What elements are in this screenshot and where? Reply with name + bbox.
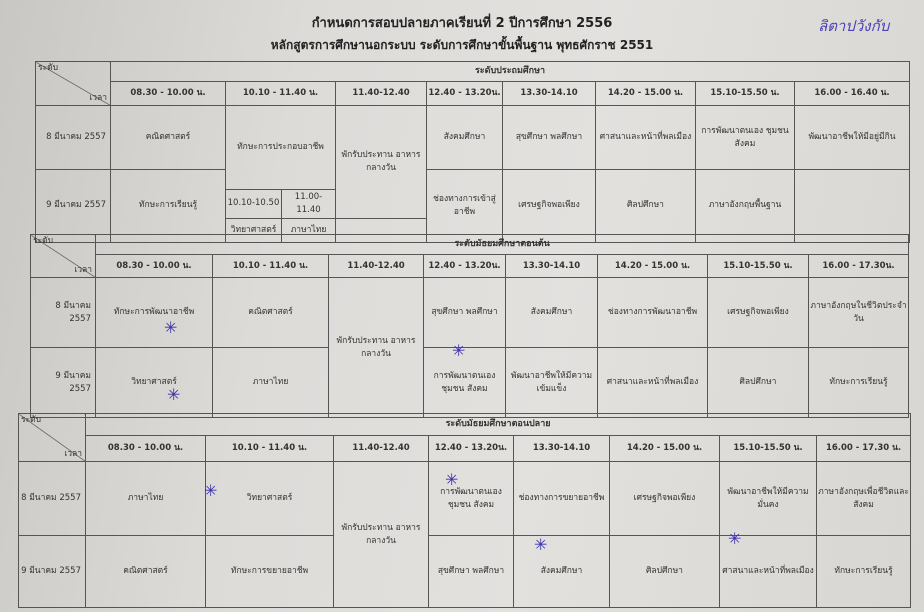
time-header: 14.20 - 15.00 น. xyxy=(610,436,720,462)
subject-cell: พัฒนาอาชีพให้มีความมั่นคง xyxy=(720,462,817,536)
asterisk-mark-icon: ✳ xyxy=(164,318,178,337)
time-header: 10.10 - 11.40 น. xyxy=(206,436,334,462)
subject-cell: ทักษะการเรียนรู้ xyxy=(809,348,909,418)
date-cell: 8 มีนาคม 2557 xyxy=(36,106,111,170)
subject-cell: ภาษาอังกฤษเพื่อชีวิตและสังคม xyxy=(817,462,911,536)
time-header: 11.40-12.40 xyxy=(334,436,429,462)
time-header: 16.00 - 17.30น. xyxy=(809,255,909,278)
time-header: 14.20 - 15.00 น. xyxy=(596,82,696,106)
time-header: 10.10 - 11.40 น. xyxy=(213,255,329,278)
date-cell: 9 มีนาคม 2557 xyxy=(19,536,86,608)
asterisk-mark-icon: ✳ xyxy=(204,481,218,500)
time-header: 12.40 - 13.20น. xyxy=(429,436,514,462)
subject-cell: ศาสนาและหน้าที่พลเมือง xyxy=(720,536,817,608)
subject-cell: ทักษะการเรียนรู้ xyxy=(817,536,911,608)
lunch-cell: พักรับประทาน อาหารกลางวัน xyxy=(336,106,427,219)
subject-cell: ศิลปศึกษา xyxy=(708,348,809,418)
subject-cell: คณิตศาสตร์ xyxy=(111,106,226,170)
time-header: 12.40 - 13.20น. xyxy=(424,255,506,278)
schedule-table-lower-secondary xyxy=(30,234,909,418)
subject-cell: เศรษฐกิจพอเพียง xyxy=(503,170,596,243)
corner-cell: ระดับ เวลา xyxy=(31,235,96,278)
asterisk-mark-icon: ✳ xyxy=(728,529,742,548)
date-cell: 8 มีนาคม 2557 xyxy=(31,278,96,348)
time-header: 13.30-14.10 xyxy=(514,436,610,462)
asterisk-mark-icon: ✳ xyxy=(167,385,181,404)
date-cell: 8 มีนาคม 2557 xyxy=(19,462,86,536)
subject-cell: ภาษาไทย xyxy=(86,462,206,536)
subject-cell: ภาษาอังกฤษในชีวิตประจำวัน xyxy=(809,278,909,348)
split-time: 11.00-11.40 xyxy=(282,190,336,219)
time-header: 15.10-15.50 น. xyxy=(708,255,809,278)
page-subtitle: หลักสูตรการศึกษานอกระบบ ระดับการศึกษาขั้นพื้นฐาน พุทธศักราช 2551 xyxy=(270,38,654,52)
subject-cell: ศิลปศึกษา xyxy=(596,170,696,243)
subject-cell: วิทยาศาสตร์ xyxy=(206,462,334,536)
split-time: 10.10-10.50 xyxy=(226,190,282,219)
asterisk-mark-icon: ✳ xyxy=(445,470,459,489)
lunch-cell: พักรับประทาน อาหารกลางวัน xyxy=(329,278,424,418)
subject-cell: การพัฒนาตนเอง ชุมชน สังคม xyxy=(424,348,506,418)
subject-cell: ช่องทางการเข้าสู่อาชีพ xyxy=(427,170,503,243)
subject-cell: พัฒนาอาชีพให้มีความเข้มแข็ง xyxy=(506,348,598,418)
subject-cell: ทักษะการเรียนรู้ xyxy=(111,170,226,243)
schedule-table-primary xyxy=(35,61,910,243)
subject-cell: ศาสนาและหน้าที่พลเมือง xyxy=(596,106,696,170)
handwritten-note: ลิตาปวังกับ xyxy=(818,17,890,35)
subject-cell: ช่องทางการขยายอาชีพ xyxy=(514,462,610,536)
time-header: 15.10-15.50 น. xyxy=(696,82,795,106)
page-title: กำหนดการสอบปลายภาคเรียนที่ 2 ปีการศึกษา 2556 xyxy=(311,16,613,31)
time-header: 11.40-12.40 xyxy=(329,255,424,278)
corner-cell: ระดับ เวลา xyxy=(36,62,111,106)
asterisk-mark-icon: ✳ xyxy=(452,341,466,360)
subject-cell: สุขศึกษา พลศึกษา xyxy=(503,106,596,170)
time-header: 12.40 - 13.20น. xyxy=(427,82,503,106)
subject-cell: สังคมศึกษา xyxy=(506,278,598,348)
subject-cell: คณิตศาสตร์ xyxy=(213,278,329,348)
subject-cell: ภาษาอังกฤษพื้นฐาน xyxy=(696,170,795,243)
subject-cell: สังคมศึกษา xyxy=(427,106,503,170)
subject-cell: ศาสนาและหน้าที่พลเมือง xyxy=(598,348,708,418)
subject-cell: ทักษะการพัฒนาอาชีพ xyxy=(96,278,213,348)
subject-cell: สุขศึกษา พลศึกษา xyxy=(429,536,514,608)
time-header: 13.30-14.10 xyxy=(503,82,596,106)
date-cell: 9 มีนาคม 2557 xyxy=(31,348,96,418)
time-header: 11.40-12.40 xyxy=(336,82,427,106)
subject-cell: การพัฒนาตนเอง ชุมชน สังคม xyxy=(696,106,795,170)
date-cell: 9 มีนาคม 2557 xyxy=(36,170,111,243)
subject-cell: ทักษะการขยายอาชีพ xyxy=(206,536,334,608)
time-header: 15.10-15.50 น. xyxy=(720,436,817,462)
asterisk-mark-icon: ✳ xyxy=(534,535,548,554)
subject-cell: สุขศึกษา พลศึกษา xyxy=(424,278,506,348)
time-header: 08.30 - 10.00 น. xyxy=(96,255,213,278)
corner-cell: ระดับ เวลา xyxy=(19,414,86,462)
schedule-table-upper-secondary xyxy=(18,413,911,608)
time-header: 13.30-14.10 xyxy=(506,255,598,278)
time-header: 08.30 - 10.00 น. xyxy=(86,436,206,462)
subject-cell: เศรษฐกิจพอเพียง xyxy=(708,278,809,348)
section-title: ระดับประถมศึกษา xyxy=(111,62,910,82)
section-title: ระดับมัธยมศึกษาตอนต้น xyxy=(96,235,909,255)
subject-cell: คณิตศาสตร์ xyxy=(86,536,206,608)
section-title: ระดับมัธยมศึกษาตอนปลาย xyxy=(86,414,911,436)
subject-cell: วิทยาศาสตร์ xyxy=(226,218,282,242)
subject-cell xyxy=(795,170,910,243)
subject-cell: ภาษาไทย xyxy=(282,218,336,242)
subject-cell: ภาษาไทย xyxy=(213,348,329,418)
subject-cell: ศิลปศึกษา xyxy=(610,536,720,608)
subject-cell: สังคมศึกษา xyxy=(514,536,610,608)
time-header: 10.10 - 11.40 น. xyxy=(226,82,336,106)
subject-cell: วิทยาศาสตร์ xyxy=(96,348,213,418)
subject-cell: พัฒนาอาชีพให้มีอยู่มีกิน xyxy=(795,106,910,170)
subject-cell: ทักษะการประกอบอาชีพ xyxy=(226,106,336,190)
subject-cell: ช่องทางการพัฒนาอาชีพ xyxy=(598,278,708,348)
lunch-cell: พักรับประทาน อาหารกลางวัน xyxy=(334,462,429,608)
time-header: 16.00 - 16.40 น. xyxy=(795,82,910,106)
time-header: 08.30 - 10.00 น. xyxy=(111,82,226,106)
subject-cell: เศรษฐกิจพอเพียง xyxy=(610,462,720,536)
time-header: 14.20 - 15.00 น. xyxy=(598,255,708,278)
subject-cell: การพัฒนาตนเอง ชุมชน สังคม xyxy=(429,462,514,536)
time-header: 16.00 - 17.30 น. xyxy=(817,436,911,462)
